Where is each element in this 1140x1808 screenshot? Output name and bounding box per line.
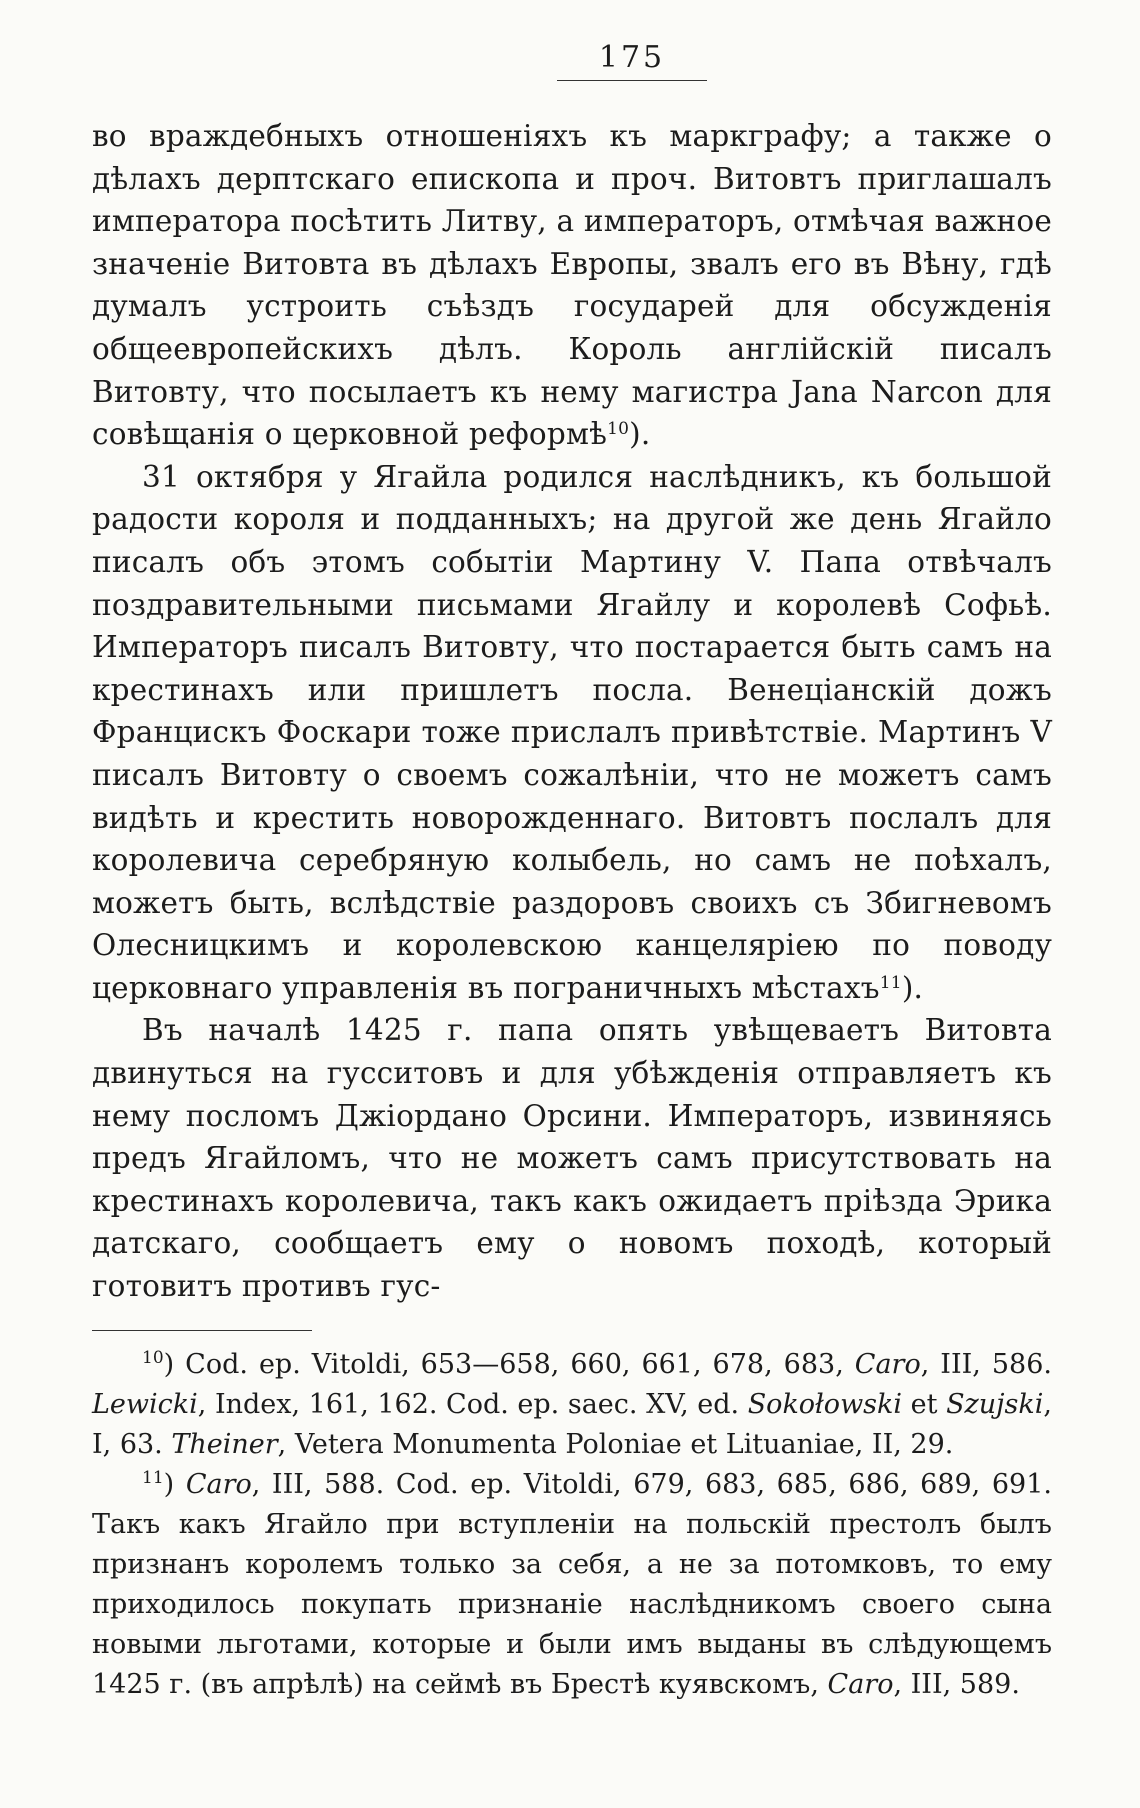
author-name: Szujski xyxy=(946,1388,1044,1420)
footnote-ref[interactable]: 11 xyxy=(879,972,902,993)
page-header xyxy=(532,40,732,81)
book-page xyxy=(92,40,1052,1705)
author-name: Lewicki xyxy=(92,1388,198,1420)
footnote-number: 11 xyxy=(142,1467,164,1488)
author-name: Caro xyxy=(854,1348,921,1380)
footnote-ref[interactable]: 10 xyxy=(607,419,630,440)
main-text xyxy=(92,115,1052,1308)
footnote-number: 10 xyxy=(142,1347,164,1368)
footnote-rule xyxy=(92,1330,312,1331)
footnote: $^{11}$) Caro, III, 588. Cod. ep. Vitoldi, 679, 683, 685, 686, 689, 691. Такъ какъ Ягайло при вступленіи на польскій престолъ былъ признанъ королемъ только за себя, а не за потомковъ, то ему приходилось покупать признаніе наслѣдникомъ своего сына новыми льготами, которые и были имъ выданы въ слѣдующемъ 1425 г. (въ апрѣлѣ) на сеймѣ въ Брестѣ куявскомъ, Caro, III, 589. xyxy=(92,1467,1052,1700)
page-number: 175 xyxy=(598,40,666,75)
footnote: $^{10}$) Cod. ep. Vitoldi, 653—658, 660, 661, 678, 683, Caro, III, 586. Lewicki, Index, 161, 162. Cod. ep. saec. XV, ed. Sokołowski et Szujski, I, 63. Theiner, Vetera Monumenta Poloniae et Lituaniae, II, 29. xyxy=(92,1347,1052,1460)
paragraph: во враждебныхъ отношеніяхъ къ маркграфу; а также о дѣлахъ дерптскаго епископа и проч. Витовтъ приглашалъ императора посѣтить Литву, а императоръ, отмѣчая важное значеніе Витовта въ дѣлахъ Европы, звалъ его въ Вѣну, гдѣ думалъ устроить съѣздъ государей для обсужденія общеевропейскихъ дѣлъ. Король англійскій писалъ Витовту, что посылаетъ къ нему магистра Jana Narcon для совѣщанія о церковной реформѣ$^{10}$). xyxy=(92,119,1052,452)
header-rule xyxy=(557,80,707,81)
author-name: Theiner xyxy=(171,1428,278,1460)
paragraph: 31 октября у Ягайла родился наслѣдникъ, къ большой радости короля и подданныхъ; на другой же день Ягайло писалъ объ этомъ событіи Мартину V. Папа отвѣчалъ поздравительными письмами Ягайлу и королевѣ Софьѣ. Императоръ писалъ Витовту, что постарается быть самъ на крестинахъ или пришлетъ посла. Венеціанскій дожъ Францискъ Фоскари тоже прислалъ привѣтствіе. Мартинъ V писалъ Витовту о своемъ сожалѣніи, что не можетъ самъ видѣть и крестить новорожденнаго. Витовтъ послалъ для королевича серебряную колыбель, но самъ не поѣхалъ, можетъ быть, вслѣдствіе раздоровъ своихъ съ Збигневомъ Олесницкимъ и королевскою канцеляріею по поводу церковнаго управленія въ пограничныхъ мѣстахъ$^{11}$). xyxy=(92,459,1052,1005)
paragraph: Въ началѣ 1425 г. папа опять увѣщеваетъ Витовта двинуться на гусситовъ и для убѣжденія отправляетъ къ нему посломъ Джіордано Орсини. Императоръ, извиняясь предъ Ягайломъ, что не можетъ самъ присутствовать на крестинахъ королевича, такъ какъ ожидаетъ пріѣзда Эрика датскаго, сообщаетъ ему о новомъ походѣ, который готовитъ противъ гус- xyxy=(92,1013,1052,1304)
footnotes xyxy=(92,1345,1052,1705)
author-name: Sokołowski xyxy=(747,1388,903,1420)
author-name: Caro xyxy=(827,1668,894,1700)
author-name: Caro xyxy=(185,1468,252,1500)
